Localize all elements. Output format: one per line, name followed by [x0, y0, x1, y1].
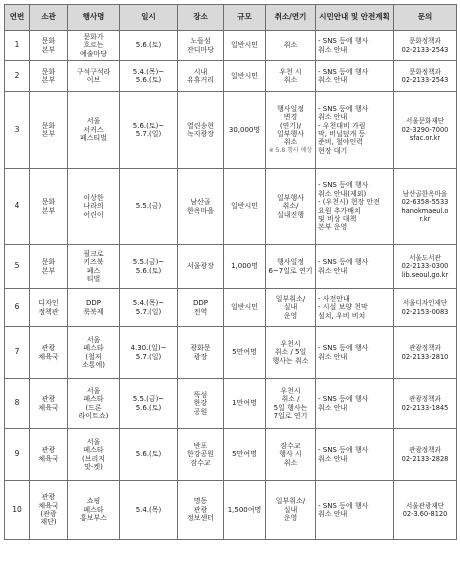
cell-dept-line: 재단) [40, 518, 57, 527]
event-cancellation-table [4, 4, 457, 540]
cell-safety-line: - 시설 보양 천막 [318, 303, 368, 312]
cell-place [178, 92, 224, 169]
cell-date [120, 61, 178, 92]
cell-contact-line: 02-2153-0083 [401, 307, 449, 316]
cell-scale-line: 일반시민 [230, 303, 259, 312]
cell-date [120, 169, 178, 245]
cell-scale-line: 일반시민 [230, 41, 259, 50]
table-row [5, 92, 457, 169]
cell-status-line: 5일 행사는 [273, 403, 308, 412]
cell-safety [316, 379, 394, 429]
cell-dept-line: 관광 [41, 344, 56, 353]
cell-safety-line: - SNS 등에 행사 [318, 446, 369, 455]
cell-no: 6 [5, 289, 30, 327]
cell-safety-line: - SNS 등에 행사 [318, 395, 369, 404]
cell-dept [30, 61, 68, 92]
cell-dept-line: 본부 [41, 130, 56, 138]
cell-contact [394, 429, 457, 481]
cell-place-line: 잔디마당 [186, 45, 215, 54]
cell-contact-line: 관광정책과 [409, 395, 441, 404]
cell-contact-line: 02-2133-0300 [401, 262, 449, 271]
cell-scale-line: 1만여명 [232, 399, 257, 408]
cell-safety-line: - 사전안내 [318, 294, 350, 303]
cell-place-line: 한강 [193, 399, 208, 408]
cell-safety-line: 취소 안내(제외) [318, 189, 367, 198]
cell-place-line: 광화문 [190, 344, 211, 353]
cell-contact [394, 92, 457, 169]
cell-safety-line: 요원 추가배치 [318, 206, 361, 215]
cell-event-line: 어린이 [83, 210, 104, 219]
cell-status-line: 일부취소/ [275, 497, 306, 506]
table-row [5, 481, 457, 540]
cell-status-line: 일부취소/ [275, 294, 306, 303]
cell-date-line: 5.6.(토)~ [132, 121, 165, 130]
cell-date [120, 379, 178, 429]
cell-event-line: 페스타 [83, 344, 104, 353]
cell-status-line: 취소 [283, 41, 298, 50]
cell-event-line: (철저 [85, 352, 102, 361]
cell-event-line: 쇼핑 [86, 497, 101, 506]
cell-event-line: 나라의 [83, 202, 104, 211]
cell-contact-line: r.kr [419, 214, 431, 223]
cell-date [120, 289, 178, 327]
cell-event-line: 페스 [86, 266, 101, 275]
cell-safety [316, 245, 394, 289]
cell-status-line: 취소 [283, 458, 298, 467]
cell-dept-line: 문화 [41, 37, 56, 46]
cell-place [178, 31, 224, 61]
cell-no: 3 [5, 92, 30, 169]
cell-no: 5 [5, 245, 30, 289]
cell-safety-line: 취소 안내 [318, 403, 348, 412]
cell-status-line: 운영 [283, 311, 298, 320]
cell-place-line: 반포 [193, 441, 208, 450]
cell-date-line: 5.6.(토) [135, 403, 162, 412]
cell-place-line: 서울광장 [186, 262, 215, 271]
cell-scale [224, 245, 266, 289]
cell-scale-line: 1,000명 [231, 262, 258, 271]
header-no: 연번 [5, 5, 30, 31]
cell-place [178, 169, 224, 245]
cell-date-line: 5.6.(토) [135, 76, 162, 84]
cell-event [68, 289, 120, 327]
cell-dept-line: 정책관 [38, 307, 59, 316]
cell-place-line: 명동 [193, 497, 208, 506]
table-row [5, 31, 457, 61]
cell-place-line: 광장 [193, 352, 208, 361]
table-row [5, 429, 457, 481]
cell-event [68, 327, 120, 379]
cell-dept-line: 체육국 [38, 403, 59, 412]
cell-no: 4 [5, 169, 30, 245]
cell-status-line: 7일로 연기 [273, 411, 308, 420]
cell-date-line: 5.5.(금)~ [132, 258, 165, 267]
cell-contact [394, 61, 457, 92]
cell-date-line: 5.7.(일) [135, 307, 162, 316]
cell-no: 1 [5, 31, 30, 61]
cell-safety-line: 막, 비닐덮개 등 [318, 130, 366, 138]
cell-event-line: 맛-켓) [84, 462, 103, 471]
cell-scale [224, 481, 266, 540]
cell-dept-line: 관광 [41, 446, 56, 455]
cell-place-line: 관광 [193, 505, 208, 514]
cell-dept-line: 문화 [41, 258, 56, 267]
cell-dept-line: (관광 [40, 510, 57, 518]
cell-no: 10 [5, 481, 30, 540]
cell-safety [316, 429, 394, 481]
cell-contact [394, 327, 457, 379]
cell-dept [30, 481, 68, 540]
cell-event-line: 페스타 [83, 505, 104, 514]
cell-contact [394, 31, 457, 61]
cell-safety-line: 취소 안내 [318, 454, 348, 463]
cell-date-line: 5.7.(일) [135, 352, 162, 361]
cell-no: 8 [5, 379, 30, 429]
cell-status-line: 일부행사 [276, 193, 305, 202]
cell-dept [30, 327, 68, 379]
cell-contact-line: 02-3.60-8120 [402, 510, 448, 518]
cell-status-line: ※ 5.8 행사 예상 [268, 146, 313, 154]
cell-date [120, 327, 178, 379]
cell-place-line: 유휴거리 [186, 76, 215, 84]
cell-safety-line: 취소 안내 [318, 113, 348, 122]
cell-status [266, 92, 316, 169]
cell-status-line: 잠수교 [280, 441, 301, 450]
cell-contact-line: 02-2133-2543 [401, 76, 449, 84]
cell-event-line: 이상한 [83, 193, 104, 202]
cell-status [266, 379, 316, 429]
cell-contact-line: 문화정책과 [409, 67, 441, 76]
cell-safety-line: - SNS 등에 행사 [318, 104, 369, 113]
cell-event-line: 흐르는 [83, 41, 104, 50]
cell-contact-line: lib.seoul.go.kr [401, 270, 449, 279]
cell-scale-line: 30,000명 [228, 125, 261, 134]
cell-event-line: 구석구석라 [76, 67, 111, 76]
cell-dept [30, 379, 68, 429]
cell-event-line: (브리지 [81, 454, 106, 463]
cell-place [178, 327, 224, 379]
cell-contact-line: 문화정책과 [409, 37, 441, 46]
cell-place [178, 61, 224, 92]
cell-event-line: 필크로 [83, 249, 104, 258]
cell-status-line: 변경 [283, 113, 298, 122]
cell-dept [30, 429, 68, 481]
cell-date-line: 5.4.(목)~ [132, 67, 165, 76]
cell-place-line: 시내 [193, 67, 208, 76]
cell-no: 2 [5, 61, 30, 92]
table-row [5, 169, 457, 245]
cell-contact-line: 관광정책과 [409, 446, 441, 455]
cell-date-line: 5.4.(목)~ [132, 299, 165, 308]
cell-safety [316, 169, 394, 245]
cell-safety-line: 취소 안내 [318, 76, 348, 84]
cell-place-line: 정보센터 [186, 514, 215, 523]
cell-event [68, 92, 120, 169]
cell-contact [394, 245, 457, 289]
cell-status [266, 327, 316, 379]
cell-safety-line: 및 비상 대책 [318, 214, 357, 223]
cell-status-line: 우천 시 [279, 67, 302, 76]
cell-status [266, 169, 316, 245]
cell-scale [224, 289, 266, 327]
cell-dept-line: 디자인 [38, 299, 59, 308]
cell-contact-line: 02-2133-2828 [401, 454, 449, 463]
cell-dept [30, 92, 68, 169]
cell-date-line: 5.5.(금) [135, 202, 162, 211]
cell-dept-line: 관광 [41, 395, 56, 404]
cell-contact-line: 02-2133-2810 [401, 352, 449, 361]
cell-date [120, 429, 178, 481]
cell-place-line: 열린송현 [186, 121, 215, 130]
cell-safety-line: - SNS 등에 행사 [318, 344, 369, 353]
cell-date-line: 5.6.(토) [135, 41, 162, 50]
cell-scale [224, 429, 266, 481]
cell-contact-line: 남산골한옥마을 [402, 189, 448, 198]
cell-safety-line: 취소 안내 [318, 352, 348, 361]
table-row [5, 327, 457, 379]
cell-scale [224, 92, 266, 169]
cell-safety-line: 취소 안내 [318, 45, 348, 54]
header-place: 장소 [178, 5, 224, 31]
cell-scale [224, 61, 266, 92]
cell-status-line: (연기)/ [279, 121, 302, 130]
cell-event-line: 라이트쇼) [78, 411, 109, 420]
cell-no: 7 [5, 327, 30, 379]
cell-scale [224, 31, 266, 61]
cell-event [68, 31, 120, 61]
cell-contact-line: sfac.or.kr [409, 134, 441, 143]
cell-no: 9 [5, 429, 30, 481]
cell-contact [394, 481, 457, 540]
cell-contact-line: 관광정책과 [409, 344, 441, 353]
cell-status-line: 취소 / [281, 395, 300, 404]
cell-date-line: 5.6.(토) [135, 450, 162, 459]
cell-status-line: 실내 [283, 303, 298, 312]
cell-date-line: 4.30.(일)~ [130, 344, 167, 353]
cell-safety [316, 31, 394, 61]
cell-safety-line: 취소 안내 [318, 266, 348, 275]
cell-dept-line: 본부 [41, 266, 56, 275]
cell-event-line: 서울 [86, 117, 101, 126]
cell-status [266, 61, 316, 92]
cell-event-line: 룩북제 [83, 307, 104, 316]
cell-event-line: 서커스 [83, 125, 104, 134]
cell-date-line: 5.5.(금)~ [132, 395, 165, 404]
cell-safety [316, 92, 394, 169]
table-row [5, 289, 457, 327]
cell-status-line: 행사일정 [276, 104, 305, 113]
cell-date-line: 5.6.(토) [135, 266, 162, 275]
cell-place-line: DDP [192, 299, 208, 308]
header-dept: 소관 [30, 5, 68, 31]
cell-scale-line: 일반시민 [230, 71, 259, 80]
header-safety: 시민안내 및 안전계획 [316, 5, 394, 31]
cell-safety-line: - SNS 등에 행사 [318, 181, 369, 190]
cell-scale [224, 169, 266, 245]
cell-place-line: 남산골 [190, 198, 211, 207]
cell-status-line: 행사일정 [276, 258, 305, 267]
cell-event-line: 예술마당 [79, 49, 108, 58]
cell-status-line: 우천시 [280, 339, 301, 348]
cell-event-line: 서울 [86, 335, 101, 344]
cell-place-line: 녹지광장 [186, 130, 215, 138]
cell-place-line: 공원 [193, 407, 208, 416]
cell-contact-line: 02-6358-5533 [401, 198, 449, 207]
cell-event-line: 문화가 [83, 32, 104, 41]
cell-safety-line: - 우천대비 가림 [318, 121, 366, 130]
header-date: 일시 [120, 5, 178, 31]
cell-dept-line: 본부 [41, 76, 56, 84]
cell-dept-line: 문화 [41, 198, 56, 207]
cell-status-line: 취소 [283, 76, 298, 84]
cell-safety-line: 준비, 철야인력 [318, 138, 364, 147]
cell-scale-line: 5만여명 [232, 450, 257, 459]
table-header-row [5, 5, 457, 31]
cell-status [266, 245, 316, 289]
cell-dept-line: 관광 [41, 493, 56, 502]
table-body [5, 31, 457, 540]
cell-event-line: 키즈북 [83, 258, 104, 267]
cell-dept-line: 체육국 [38, 501, 59, 510]
cell-place-line: 전역 [193, 307, 208, 316]
cell-dept-line: 본부 [41, 45, 56, 54]
cell-event [68, 429, 120, 481]
cell-status-line: 실내 [283, 505, 298, 514]
cell-safety-line: 현장 대기 [318, 146, 348, 155]
cell-date [120, 31, 178, 61]
table-row [5, 245, 457, 289]
cell-place [178, 289, 224, 327]
header-status: 취소/연기 [266, 5, 316, 31]
cell-place [178, 245, 224, 289]
cell-status-line: 실내진행 [276, 210, 305, 219]
cell-event-line: 서울 [86, 437, 101, 446]
cell-dept [30, 31, 68, 61]
cell-event-line: DDP [85, 299, 101, 308]
cell-event [68, 245, 120, 289]
cell-contact [394, 169, 457, 245]
cell-event-line: 페스타 [83, 395, 104, 404]
cell-safety-line: 설치, 우비 비치 [318, 311, 366, 320]
cell-place-line: 한강공원 [186, 450, 215, 459]
cell-scale [224, 327, 266, 379]
cell-safety-line: - SNS 등에 행사 [318, 37, 369, 46]
cell-scale-line: 5만여명 [232, 348, 257, 357]
event-table-page [4, 4, 456, 540]
cell-safety [316, 289, 394, 327]
cell-safety-line: - SNS 등에 행사 [318, 67, 369, 76]
cell-dept-line: 문화 [41, 121, 56, 130]
cell-dept [30, 245, 68, 289]
cell-status-line: 행사 시 [279, 450, 302, 459]
header-scale: 규모 [224, 5, 266, 31]
cell-status-line: 우천시 [280, 386, 301, 395]
cell-event-line: 페스티벌 [79, 134, 108, 143]
cell-place-line: 잠수교 [190, 458, 211, 467]
cell-event [68, 379, 120, 429]
cell-status [266, 289, 316, 327]
cell-event-line: 이브 [86, 76, 101, 84]
cell-event-line: (드론 [85, 403, 102, 412]
header-contact: 문의 [394, 5, 457, 31]
cell-contact [394, 379, 457, 429]
cell-scale-line: 일반시민 [230, 202, 259, 211]
cell-safety-line: 본부 운영 [318, 223, 348, 232]
cell-status [266, 429, 316, 481]
table-row [5, 61, 457, 92]
cell-place [178, 379, 224, 429]
cell-event [68, 481, 120, 540]
cell-status-line: 취소 [283, 138, 298, 147]
cell-contact-line: 서울문화재단 [405, 117, 445, 126]
cell-dept-line: 체육국 [38, 352, 59, 361]
cell-status-line: 6~7일로 연기 [268, 266, 313, 275]
table-row [5, 379, 457, 429]
cell-status [266, 481, 316, 540]
cell-safety-line: - (우천시) 현장 안전 [318, 198, 380, 207]
cell-safety [316, 327, 394, 379]
cell-event-line: 소통에) [81, 360, 106, 369]
cell-contact-line: 서울도서관 [409, 253, 441, 262]
cell-contact-line: hanokmaeul.o [401, 206, 449, 215]
cell-date [120, 481, 178, 540]
cell-contact-line: 02-2133-2543 [401, 45, 449, 54]
cell-status-line: 행사는 취소 [272, 356, 309, 365]
cell-dept-line: 체육국 [38, 454, 59, 463]
cell-event-line: 페스타 [83, 446, 104, 455]
cell-event-line: 서울 [86, 386, 101, 395]
cell-place-line: 뚝섬 [193, 390, 208, 399]
cell-dept-line: 문화 [41, 67, 56, 76]
header-event: 행사명 [68, 5, 120, 31]
cell-place-line: 노들섬 [190, 37, 211, 46]
cell-event [68, 61, 120, 92]
cell-place [178, 481, 224, 540]
cell-date-line: 5.7.(일) [135, 130, 162, 138]
cell-place-line: 한옥마을 [186, 206, 215, 215]
cell-date-line: 5.4.(목) [135, 505, 162, 514]
cell-date [120, 92, 178, 169]
cell-dept-line: 본부 [41, 206, 56, 215]
cell-scale-line: 1,500여명 [227, 505, 262, 514]
cell-place [178, 429, 224, 481]
cell-safety-line: - SNS 등에 행사 [318, 501, 369, 510]
cell-dept [30, 289, 68, 327]
cell-status-line: 일부행사 [276, 130, 305, 138]
cell-safety-line: - SNS 등에 행사 [318, 258, 369, 267]
cell-date [120, 245, 178, 289]
cell-safety [316, 481, 394, 540]
cell-event-line: 티벌 [86, 274, 101, 283]
cell-safety [316, 61, 394, 92]
cell-dept [30, 169, 68, 245]
cell-event [68, 169, 120, 245]
cell-contact-line: 02-2133-1845 [401, 403, 449, 412]
cell-scale [224, 379, 266, 429]
cell-status-line: 취소/ [282, 202, 299, 211]
cell-safety-line: 취소 안내 [318, 510, 348, 518]
cell-contact-line: 서울디자인재단 [402, 299, 448, 308]
cell-contact-line: 서울관광재단 [405, 501, 445, 510]
cell-event-line: 홍보부스 [79, 514, 108, 523]
cell-status-line: 취소 / 5일 [274, 348, 307, 357]
cell-status-line: 운영 [283, 514, 298, 523]
cell-contact [394, 289, 457, 327]
cell-contact-line: 02-3290-7000 [401, 125, 449, 134]
cell-status [266, 31, 316, 61]
